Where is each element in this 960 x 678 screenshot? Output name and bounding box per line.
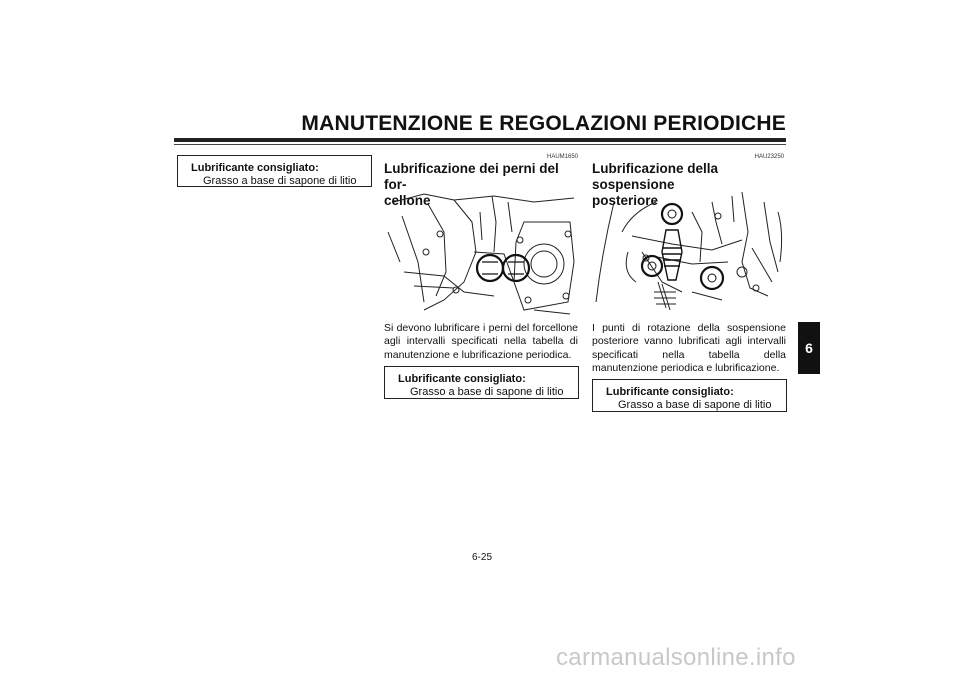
header-rule-thin <box>174 144 786 145</box>
section-body-rear-suspension: I punti di rotazione della sospensione posteriore vanno lubrificati agli intervalli specificati nella tabella della manutenzione periodica e lubrificazione. <box>592 322 786 375</box>
lubricant-box-middle <box>384 366 579 399</box>
lubricant-label: Lubrificante consigliato: <box>606 386 734 398</box>
page-header-title: MANUTENZIONE E REGOLAZIONI PERIODICHE <box>301 112 786 135</box>
rear-suspension-illustration <box>592 192 786 316</box>
section-code: HAU23250 <box>754 154 784 160</box>
lubricant-value: Grasso a base di sapone di litio <box>618 399 772 411</box>
section-title-line: cellone <box>384 193 431 208</box>
lubricant-box-left <box>177 155 372 187</box>
rear-suspension-drawing <box>592 192 786 316</box>
section-title-line: Lubrificazione della sospensione <box>592 161 719 192</box>
section-title-line: Lubrificazione dei perni del for- <box>384 161 559 192</box>
header-rule-thick <box>174 138 786 142</box>
lubricant-value: Grasso a base di sapone di litio <box>203 175 357 187</box>
lubricant-box-right <box>592 379 787 412</box>
lubricant-value: Grasso a base di sapone di litio <box>410 386 564 398</box>
lubricant-label: Lubrificante consigliato: <box>191 162 319 174</box>
swingarm-pivot-illustration <box>384 192 578 316</box>
swingarm-pivot-drawing <box>384 192 578 316</box>
watermark: carmanualsonline.info <box>556 644 796 671</box>
section-code: HAUM1650 <box>546 154 578 160</box>
page-number: 6-25 <box>471 552 492 563</box>
lubricant-label: Lubrificante consigliato: <box>398 373 526 385</box>
chapter-tab: 6 <box>798 322 820 374</box>
section-body-swingarm: Si devono lubrificare i perni del forcellone agli intervalli specificati nella tabella di manutenzione e lubrificazione periodica. <box>384 322 578 361</box>
section-title-line: posteriore <box>592 193 659 208</box>
